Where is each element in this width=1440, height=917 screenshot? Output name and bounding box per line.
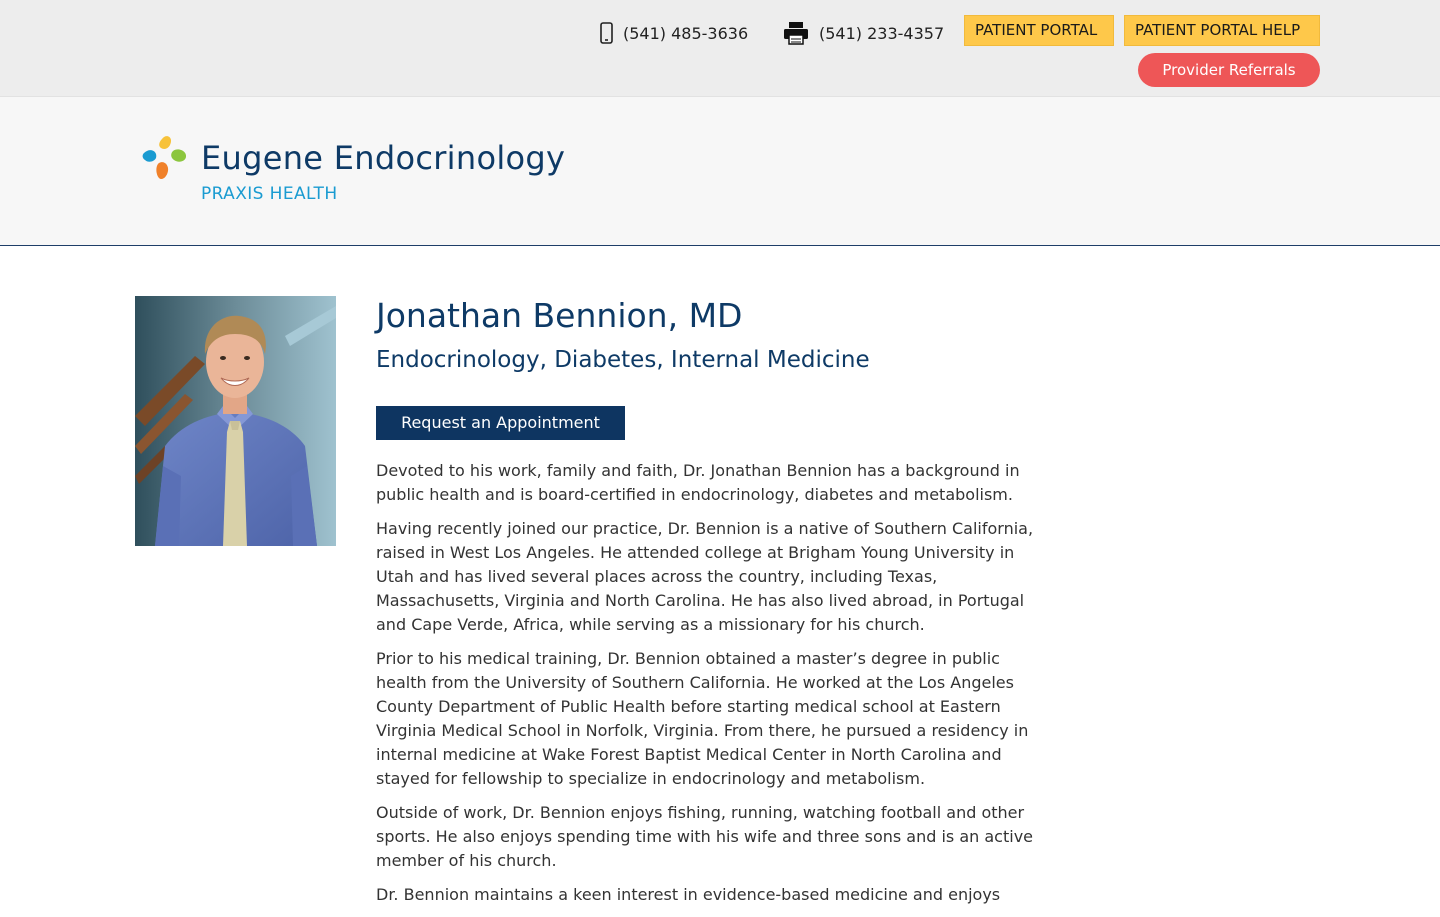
- site-header: [0, 97, 1440, 246]
- site-title[interactable]: Eugene Endocrinology: [201, 139, 566, 177]
- praxis-logo-icon: [140, 133, 192, 185]
- fax-link[interactable]: [783, 19, 944, 47]
- phone-link[interactable]: [600, 19, 748, 47]
- bio-paragraph: Outside of work, Dr. Bennion enjoys fishing, running, watching football and other sports. He also enjoys spending time with his wife and three sons and is an active member of his church.: [376, 803, 1034, 870]
- provider-photo: [135, 296, 336, 546]
- patient-portal-button[interactable]: PATIENT PORTAL: [964, 15, 1114, 46]
- phone-number: (541) 485-3636: [623, 23, 749, 43]
- fax-printer-icon: [783, 21, 809, 45]
- fax-number: (541) 233-4357: [819, 23, 945, 43]
- provider-bio: [376, 459, 1040, 917]
- provider-referrals-button[interactable]: Provider Referrals: [1138, 53, 1320, 87]
- provider-name: Jonathan Bennion, MD: [376, 296, 743, 335]
- bio-paragraph: Dr. Bennion maintains a keen interest in evidence-based medicine and enjoys: [376, 885, 1001, 904]
- top-utility-bar: [0, 0, 1440, 97]
- request-appointment-button[interactable]: Request an Appointment: [376, 406, 625, 440]
- site-subtitle: PRAXIS HEALTH: [201, 184, 338, 204]
- bio-paragraph: Devoted to his work, family and faith, Dr. Jonathan Bennion has a background in public health and is board-certified in endocrinology, diabetes and metabolism.: [376, 461, 1020, 504]
- patient-portal-help-button[interactable]: PATIENT PORTAL HELP: [1124, 15, 1320, 46]
- phone-icon: [600, 22, 613, 44]
- provider-specialty: Endocrinology, Diabetes, Internal Medicine: [376, 347, 870, 373]
- bio-paragraph: Prior to his medical training, Dr. Bennion obtained a master’s degree in public health from the University of Southern California. He worked at the Los Angeles County Department of Public Health before starting medical school at Eastern Virginia Medical School in Norfolk, Virginia. From there, he pursued a residency in internal medicine at Wake Forest Baptist Medical Center in North Carolina and stayed for fellowship to specialize in endocrinology and metabolism.: [376, 649, 1029, 788]
- bio-paragraph: Having recently joined our practice, Dr. Bennion is a native of Southern California, raised in West Los Angeles. He attended college at Brigham Young University in Utah and has lived several places across the country, including Texas, Massachusetts, Virginia and North Carolina. He has also lived abroad, in Portugal and Cape Verde, Africa, while serving as a missionary for his church.: [376, 519, 1034, 634]
